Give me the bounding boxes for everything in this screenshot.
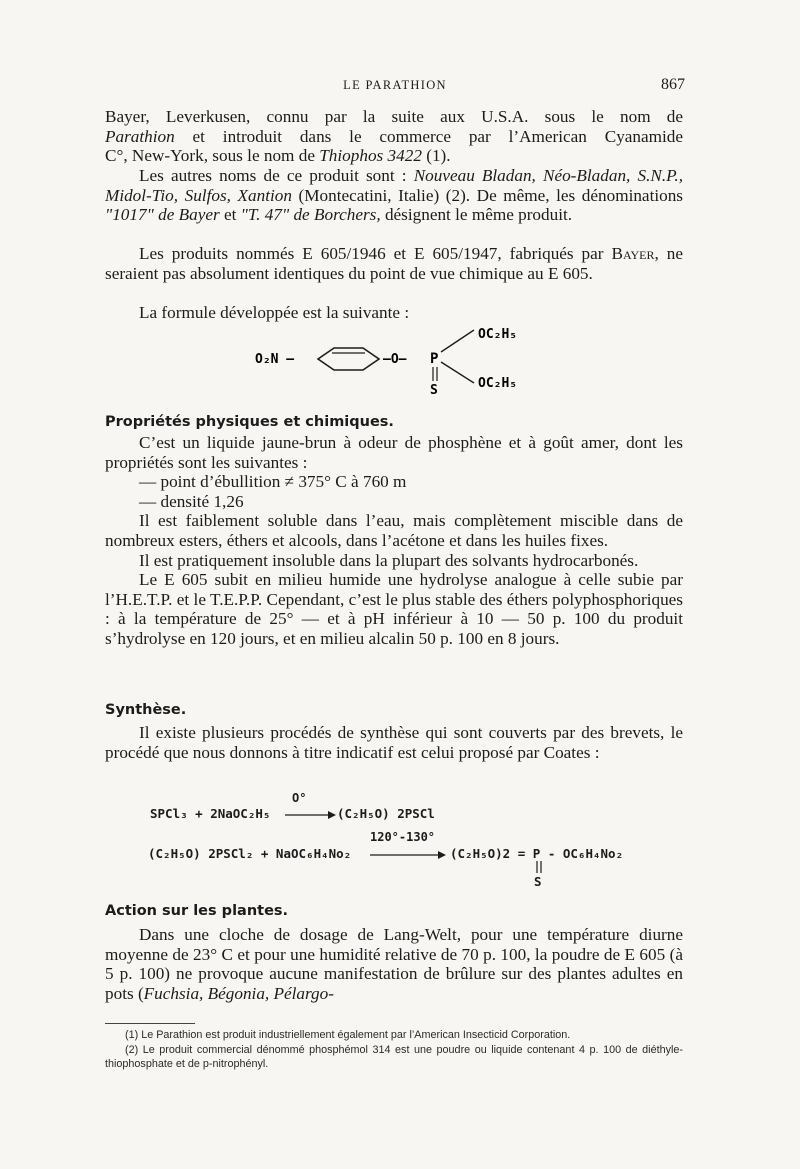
reaction2-arrowhead	[438, 851, 446, 859]
bond-lower	[441, 362, 474, 383]
reaction1-reactants: SPCl₃ + 2NaOC₂H₅	[150, 806, 271, 821]
section-heading-properties: Propriétés physiques et chimiques.	[105, 414, 394, 430]
page-header	[105, 76, 685, 98]
reaction1-condition: O°	[292, 791, 307, 805]
intro-line-3-text: C°, New-York, sous le nom de	[105, 146, 320, 166]
other-names-lead: Les autres noms de ce produit sont :	[139, 166, 414, 185]
trade-names: Nouveau Bladan, Néo-Bladan, S.N.P., Midol-Tio, Sulfos, Xantion	[105, 166, 683, 205]
footnote-1: (1) Le Parathion est produit industriellement également par l’American Insecticid Corporation.	[125, 1029, 571, 1041]
intro-line-1: Bayer, Leverkusen, connu par la suite aux U.S.A. sous le nom de	[105, 107, 683, 126]
parathion-term: Parathion	[105, 126, 175, 146]
ethoxy-lower: OC₂H₅	[478, 376, 518, 391]
plants-text: Dans une cloche de dosage de Lang-Welt, pour une température diurne moyenne de 23° C et pour une humidité relative de 70 p. 100, la poudre de E 605 (à 5 p. 100) ne provoque aucune manifestation de brûlure sur des plantes adultes en pots (	[105, 925, 683, 1003]
reaction2-sulfur: S	[534, 874, 542, 889]
other-names-and: et	[219, 205, 241, 225]
insolubility-paragraph: Il est pratiquement insoluble dans la plupart des solvants hydrocarbonés.	[139, 550, 639, 570]
other-names-mid: (Montecatini, Italie) (2). De même, les dénominations	[291, 185, 683, 205]
section-heading-synthesis: Synthèse.	[105, 702, 187, 718]
density-item: — densité 1,26	[139, 491, 244, 511]
plant-species: Fuchsia, Bégonia, Pélargo-	[143, 983, 334, 1003]
reaction2-reactants: (C₂H₅O) 2PSCl₂ + NaOC₆H₄No₂	[148, 846, 352, 861]
phosphorus-atom: P	[430, 351, 439, 367]
plants-paragraph	[105, 925, 683, 1003]
thiophos-term: Thiophos 3422	[319, 146, 422, 166]
paragraph-e605-products	[105, 244, 683, 283]
ethoxy-upper: OC₂H₅	[478, 327, 518, 342]
reaction2-condition: 120°-130°	[370, 830, 436, 844]
intro-line-2-text: et introduit dans le commerce par l’American Cyanamide	[174, 126, 683, 146]
e605-end: , ne seraient pas absolument identiques du point de vue chimique au E 605.	[105, 244, 683, 283]
synthesis-section	[105, 723, 683, 762]
intro-line-3	[105, 146, 683, 166]
paragraph-formula-intro	[105, 303, 683, 323]
bayer-name: Bayer	[611, 244, 655, 263]
other-names-text	[105, 166, 683, 225]
intro-line-2	[105, 127, 683, 147]
reaction1-product: (C₂H₅O) 2PSCl	[337, 806, 435, 821]
hydrolysis-paragraph: Le E 605 subit en milieu humide une hydrolyse analogue à celle subie par l’H.E.T.P. et le T.E.P.P. Cependant, c’est le plus stable des éthers polyphosphoriques : à la température de 25° — et à pH inférieur à 10 — 50 p. 100 du produit s’hydrolyse en 120 jours, et en milieu alcalin 50 p. 100 en 8 jours.	[105, 570, 683, 648]
paragraph-other-names	[105, 166, 683, 225]
footnote-2: (2) Le produit commercial dénommé phosphémol 314 est une poudre ou liquide contenant 4 p. 100 de diéthyle-thiophosphate et de p-nitrophényl.	[105, 1044, 683, 1070]
synthesis-paragraph: Il existe plusieurs procédés de synthèse qui sont couverts par des brevets, le procédé que nous donnons à titre indicatif est celui proposé par Coates :	[105, 723, 683, 762]
sulfur-atom: S	[430, 383, 438, 398]
properties-section	[105, 433, 683, 649]
other-names-end: désignent le même produit.	[380, 205, 573, 225]
ether-link-label: —O—	[383, 352, 407, 367]
section-heading-plants: Action sur les plantes.	[105, 903, 289, 919]
bond-upper	[441, 330, 474, 352]
e605-lead: Les produits nommés E 605/1946 et E 605/1947, fabriqués par	[139, 244, 612, 263]
borchers-designation: "T. 47" de Borchers,	[240, 205, 381, 225]
reaction2-product: (C₂H₅O)2 = P - OC₆H₄No₂	[450, 846, 624, 861]
reaction1-arrowhead	[328, 811, 336, 819]
footnotes	[105, 1029, 683, 1071]
solubility-paragraph: Il est faiblement soluble dans l’eau, mais complètement miscible dans de nombreux esters, éthers et alcools, dans l’acétone et dans les huiles fixes.	[105, 511, 683, 550]
e605-products-text	[105, 244, 683, 283]
properties-intro: C’est un liquide jaune-brun à odeur de phosphène et à goût amer, dont les propriétés sont les suivantes :	[105, 433, 683, 472]
boiling-point-item: — point d’ébullition ≠ 375° C à 760 m	[139, 472, 407, 492]
nitro-group-label: O₂N —	[255, 352, 295, 367]
running-title: LE PARATHION	[343, 78, 447, 92]
benzene-ring	[318, 348, 379, 370]
footnote-ref-1: (1).	[421, 146, 451, 166]
bayer-designation: "1017" de Bayer	[105, 205, 220, 225]
formula-intro-text: La formule développée est la suivante :	[139, 303, 410, 322]
plants-section	[105, 925, 683, 1003]
footnote-rule	[105, 1023, 195, 1024]
paragraph-intro	[105, 107, 683, 166]
page-number: 867	[661, 76, 685, 93]
